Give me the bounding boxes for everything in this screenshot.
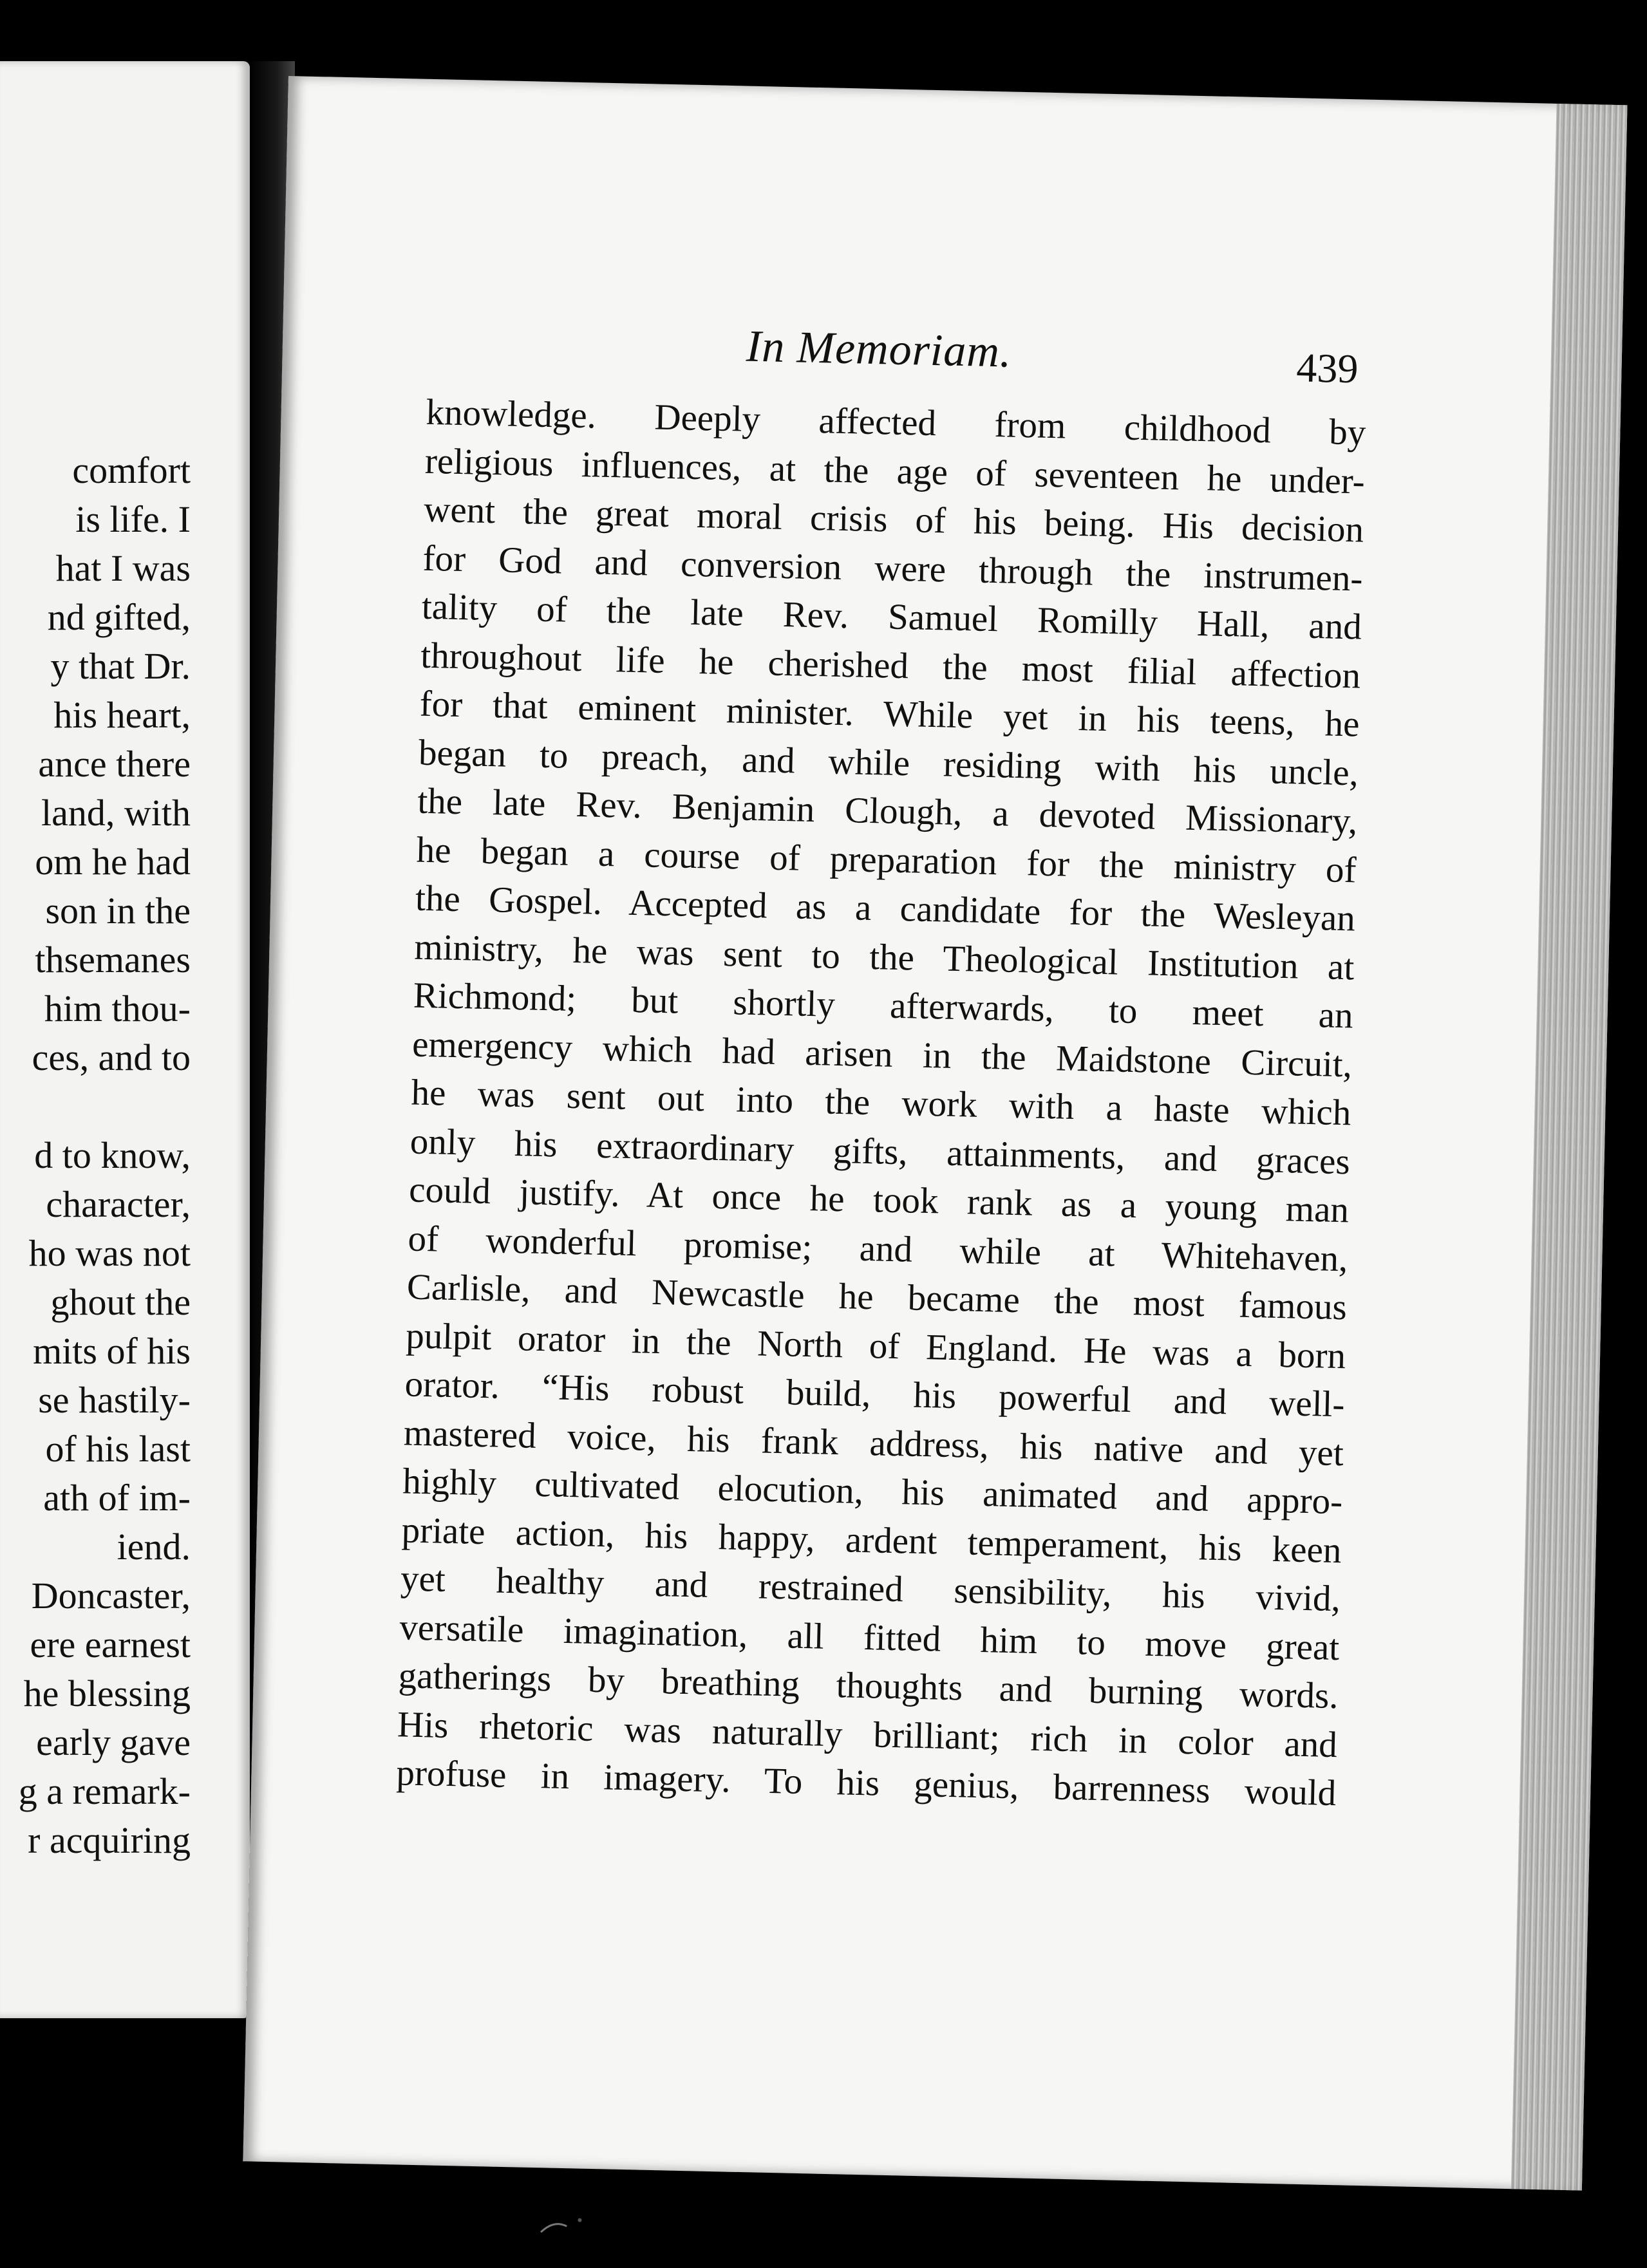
text-line: priate action, his happy, ardent temperament, his keen [401,1509,1342,1571]
page-edge [1511,104,1628,2191]
left-text-line: se hastily- [38,1379,191,1421]
text-line: gatherings by breathing thoughts and burning words. [398,1655,1339,1717]
page-number: 439 [1295,344,1359,392]
text-line: knowledge. Deeply affected from childhood by [425,391,1366,453]
left-text-line: ghout the [50,1281,191,1323]
left-text-line: ces, and to [32,1036,191,1078]
text-line: for God and conversion were through the instrumen- [422,538,1364,599]
left-text-line: om he had [35,841,191,883]
text-line: he was sent out into the work with a haste which [410,1072,1351,1134]
left-text-line: iend. [117,1526,191,1568]
text-line: for that eminent minister. While yet in his teens, he [419,683,1360,745]
text-line: of wonderful promise; and while at Whitehaven, [407,1217,1348,1279]
left-text-line: his heart, [53,694,191,736]
text-line: pulpit orator in the North of England. He was a born [405,1315,1346,1376]
right-page [243,76,1627,2191]
text-line: mastered voice, his frank address, his native and yet [403,1412,1344,1474]
left-text-line: r acquiring [28,1819,191,1861]
running-head: In Memoriam. [746,321,1013,377]
left-text-line: g a remark- [18,1770,191,1812]
left-text-line: nd gifted, [47,596,191,638]
left-text-line: comfort [72,449,191,491]
text-line: the Gospel. Accepted as a candidate for the Wesleyan [415,877,1356,939]
left-text-line: y that Dr. [50,645,191,687]
left-text-line: early gave [36,1721,191,1763]
left-text-line: land, with [41,792,191,834]
left-text-line: ance there [38,743,191,785]
left-text-line: ath of im- [43,1477,191,1519]
text-line: emergency which had arisen in the Maidstone Circuit, [411,1024,1353,1085]
text-line: Carlisle, and Newcastle he became the most famous [406,1266,1348,1328]
left-page-fragment [0,61,250,2018]
left-text-line: him thou- [44,988,191,1029]
text-line: Richmond; but shortly afterwards, to meet an [413,975,1354,1036]
text-line: tality of the late Rev. Samuel Romilly Hall, and [421,586,1362,648]
text-line: throughout life he cherished the most filial affection [420,635,1361,697]
left-page-text [0,446,191,1865]
left-text-line: of his last [45,1428,191,1470]
text-line: highly cultivated elocution, his animated and appro- [402,1461,1343,1523]
left-text-line: mits of his [33,1330,191,1372]
text-line: orator. “His robust build, his powerful and well- [404,1364,1346,1425]
left-text-line: is life. I [75,498,191,540]
text-line: religious influences, at the age of seventeen he under- [424,440,1366,502]
left-text-line: thsemanes [35,939,191,980]
scan-speck [534,2206,612,2247]
text-line: yet healthy and restrained sensibility, his vivid, [400,1558,1341,1620]
text-line: could justify. At once he took rank as a young man [408,1169,1350,1231]
text-line: ministry, he was sent to the Theological Institution at [413,926,1355,988]
left-text-line: character, [46,1183,191,1225]
body-text [396,388,1366,1818]
text-line: began to preach, and while residing with his uncle, [418,732,1359,794]
text-line: profuse in imagery. To his genius, barrenness would [395,1752,1337,1814]
text-line: he began a course of preparation for the ministry of [416,829,1357,890]
text-line: the late Rev. Benjamin Clough, a devoted Missionary, [417,780,1358,842]
text-line: versatile imagination, all fitted him to move great [399,1606,1340,1668]
left-text-line: d to know, [34,1134,191,1176]
left-text-line: hat I was [55,547,191,589]
left-text-line: son in the [45,890,191,932]
left-text-line: ho was not [28,1232,191,1274]
left-text-line [0,1082,191,1131]
left-text-line: Doncaster, [31,1575,191,1617]
left-text-line: ere earnest [30,1624,191,1665]
text-line: only his extraordinary gifts, attainments, and graces [409,1121,1351,1182]
text-line: His rhetoric was naturally brilliant; rich in color and [397,1703,1338,1765]
text-line: went the great moral crisis of his being. His decision [423,489,1364,550]
left-text-line: he blessing [23,1673,191,1714]
